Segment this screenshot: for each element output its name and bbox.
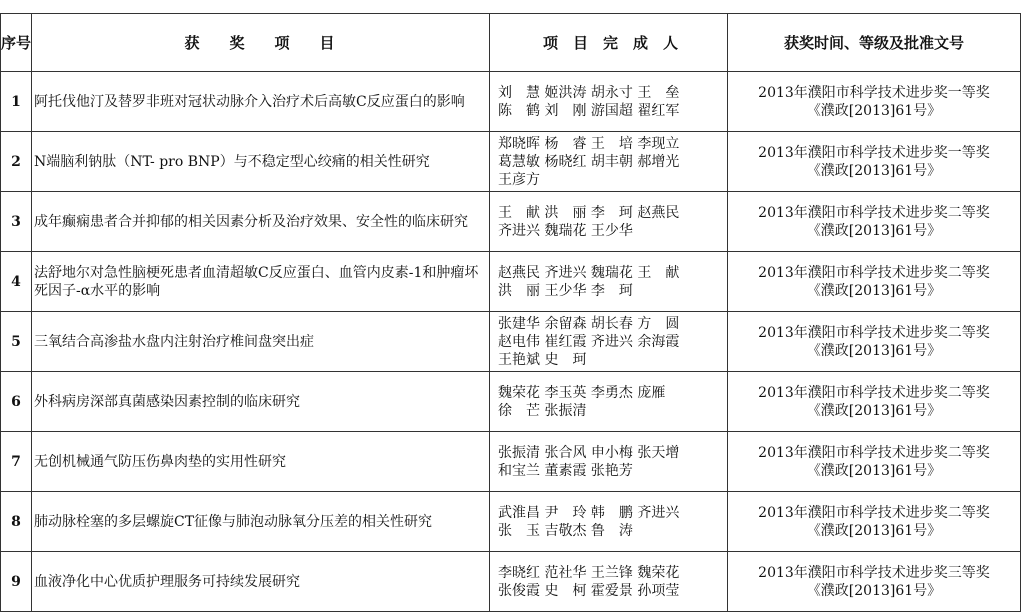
award-info [728, 492, 1021, 552]
project-people: 刘 慧 姬洪涛 胡永寸 王 垒 陈 鹤 刘 刚 游国超 翟红军 [490, 72, 728, 132]
table-row [1, 72, 1021, 132]
award-level: 2013年濮阳市科学技术进步奖二等奖 [758, 384, 990, 401]
table-row [1, 132, 1021, 192]
award-info [728, 312, 1021, 372]
approval-doc: 《濮政[2013]61号》 [806, 342, 942, 359]
award-level: 2013年濮阳市科学技术进步奖二等奖 [758, 504, 990, 521]
project-title: 肺动脉栓塞的多层螺旋CT征像与肺泡动脉氧分压差的相关性研究 [32, 492, 490, 552]
table-row [1, 372, 1021, 432]
award-level: 2013年濮阳市科学技术进步奖一等奖 [758, 144, 990, 161]
project-title: 法舒地尔对急性脑梗死患者血清超敏C反应蛋白、血管内皮素-1和肿瘤坏死因子-α水平的影响 [32, 252, 490, 312]
project-title: 阿托伐他汀及替罗非班对冠状动脉介入治疗术后高敏C反应蛋白的影响 [32, 72, 490, 132]
award-level: 2013年濮阳市科学技术进步奖三等奖 [758, 564, 990, 581]
row-number: 5 [1, 312, 32, 372]
project-people: 张振清 张合风 申小梅 张天增 和宝兰 董素霞 张艳芳 [490, 432, 728, 492]
approval-doc: 《濮政[2013]61号》 [806, 402, 942, 419]
row-number: 7 [1, 432, 32, 492]
row-number: 6 [1, 372, 32, 432]
approval-doc: 《濮政[2013]61号》 [806, 222, 942, 239]
header-project: 获 奖 项 目 [32, 14, 490, 72]
award-info [728, 252, 1021, 312]
approval-doc: 《濮政[2013]61号》 [806, 282, 942, 299]
award-level: 2013年濮阳市科学技术进步奖二等奖 [758, 264, 990, 281]
project-people: 武淮昌 尹 玲 韩 鹏 齐进兴 张 玉 吉敬杰 鲁 涛 [490, 492, 728, 552]
project-title: N端脑利钠肽（NT- pro BNP）与不稳定型心绞痛的相关性研究 [32, 132, 490, 192]
award-level: 2013年濮阳市科学技术进步奖二等奖 [758, 444, 990, 461]
table-row [1, 552, 1021, 612]
table-row [1, 252, 1021, 312]
table-row [1, 192, 1021, 252]
project-people: 魏荣花 李玉英 李勇杰 庞雁 徐 芒 张振清 [490, 372, 728, 432]
project-title: 成年癫痫患者合并抑郁的相关因素分析及治疗效果、安全性的临床研究 [32, 192, 490, 252]
header-row [1, 14, 1021, 72]
row-number: 1 [1, 72, 32, 132]
award-info [728, 192, 1021, 252]
row-number: 9 [1, 552, 32, 612]
award-level: 2013年濮阳市科学技术进步奖一等奖 [758, 84, 990, 101]
header-people: 项 目 完 成 人 [490, 14, 728, 72]
table-row [1, 432, 1021, 492]
project-people: 王 献 洪 丽 李 珂 赵燕民 齐进兴 魏瑞花 王少华 [490, 192, 728, 252]
table-row [1, 312, 1021, 372]
project-title: 血液净化中心优质护理服务可持续发展研究 [32, 552, 490, 612]
awards-table [0, 13, 1021, 612]
award-level: 2013年濮阳市科学技术进步奖二等奖 [758, 204, 990, 221]
header-no: 序号 [1, 14, 32, 72]
project-title: 无创机械通气防压伤鼻肉垫的实用性研究 [32, 432, 490, 492]
approval-doc: 《濮政[2013]61号》 [806, 162, 942, 179]
award-info [728, 72, 1021, 132]
project-title: 三氧结合高渗盐水盘内注射治疗椎间盘突出症 [32, 312, 490, 372]
approval-doc: 《濮政[2013]61号》 [806, 102, 942, 119]
row-number: 3 [1, 192, 32, 252]
header-award: 获奖时间、等级及批准文号 [728, 14, 1021, 72]
row-number: 2 [1, 132, 32, 192]
project-title: 外科病房深部真菌感染因素控制的临床研究 [32, 372, 490, 432]
approval-doc: 《濮政[2013]61号》 [806, 462, 942, 479]
award-info [728, 552, 1021, 612]
project-people: 赵燕民 齐进兴 魏瑞花 王 献 洪 丽 王少华 李 珂 [490, 252, 728, 312]
table-row [1, 492, 1021, 552]
award-info [728, 432, 1021, 492]
approval-doc: 《濮政[2013]61号》 [806, 522, 942, 539]
row-number: 4 [1, 252, 32, 312]
award-info [728, 372, 1021, 432]
row-number: 8 [1, 492, 32, 552]
award-info [728, 132, 1021, 192]
approval-doc: 《濮政[2013]61号》 [806, 582, 942, 599]
project-people: 郑晓晖 杨 睿 王 培 李现立 葛慧敏 杨晓红 胡丰朝 郝增光 王彦方 [490, 132, 728, 192]
award-level: 2013年濮阳市科学技术进步奖二等奖 [758, 324, 990, 341]
project-people: 李晓红 范社华 王兰锋 魏荣花 张俊霞 史 柯 霍爱景 孙项莹 [490, 552, 728, 612]
project-people: 张建华 余留森 胡长春 方 圆 赵电伟 崔红霞 齐进兴 余海霞 王艳斌 史 珂 [490, 312, 728, 372]
